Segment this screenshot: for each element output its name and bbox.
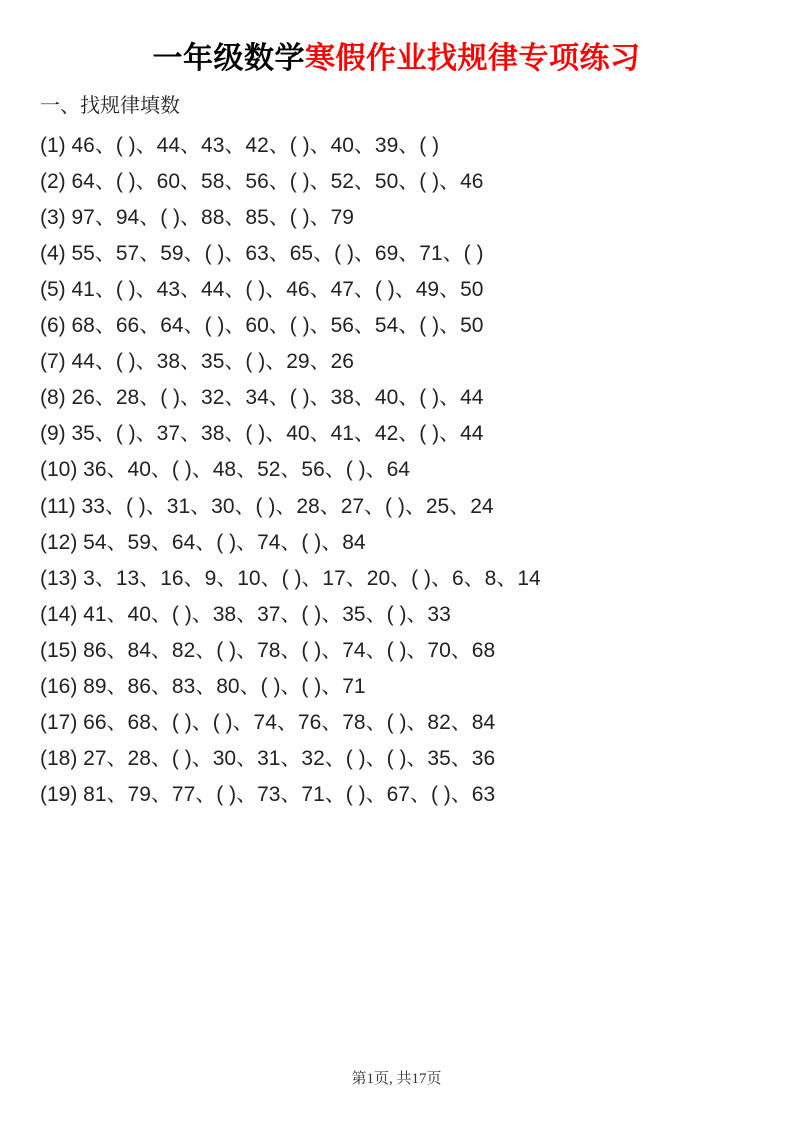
list-item: (17) 66、68、( )、( )、74、76、78、( )、82、84 <box>40 711 496 735</box>
list-item: (4) 55、57、59、( )、63、65、( )、69、71、( ) <box>40 241 484 265</box>
list-item: (6) 68、66、64、( )、60、( )、56、54、( )、50 <box>40 314 484 338</box>
list-item: (18) 27、28、( )、30、31、32、( )、( )、35、36 <box>40 747 496 771</box>
page-title <box>36 40 757 78</box>
list-item: (7) 44、( )、38、35、( )、29、26 <box>40 350 354 374</box>
list-item: (11) 33、( )、31、30、( )、28、27、( )、25、24 <box>40 494 494 518</box>
list-item: (14) 41、40、( )、38、37、( )、35、( )、33 <box>40 602 451 626</box>
list-item: (5) 41、( )、43、44、( )、46、47、( )、49、50 <box>40 277 484 301</box>
list-item: (13) 3、13、16、9、10、( )、17、20、( )、6、8、14 <box>40 566 541 590</box>
section-heading: 一、找规律填数 <box>40 94 180 117</box>
list-item: (15) 86、84、82、( )、78、( )、74、( )、70、68 <box>40 639 496 663</box>
list-item: (16) 89、86、83、80、( )、( )、71 <box>40 675 366 699</box>
list-item: (1) 46、( )、44、43、42、( )、40、39、( ) <box>40 133 440 157</box>
page-footer: 第1页, 共17页 <box>351 1071 442 1087</box>
list-item: (9) 35、( )、37、38、( )、40、41、42、( )、44 <box>40 422 484 446</box>
list-item: (19) 81、79、77、( )、73、71、( )、67、( )、63 <box>40 783 496 807</box>
page-title-red-part: 寒假作业找规律专项练习 <box>305 42 641 75</box>
list-item: (3) 97、94、( )、88、85、( )、79 <box>40 205 354 229</box>
list-item: (8) 26、28、( )、32、34、( )、38、40、( )、44 <box>40 386 484 410</box>
exercise-list <box>36 128 757 814</box>
list-item: (10) 36、40、( )、48、52、56、( )、64 <box>40 458 410 482</box>
page-title-black-part: 一年级数学 <box>152 42 305 75</box>
list-item: (2) 64、( )、60、58、56、( )、52、50、( )、46 <box>40 169 484 193</box>
list-item: (12) 54、59、64、( )、74、( )、84 <box>40 530 366 554</box>
